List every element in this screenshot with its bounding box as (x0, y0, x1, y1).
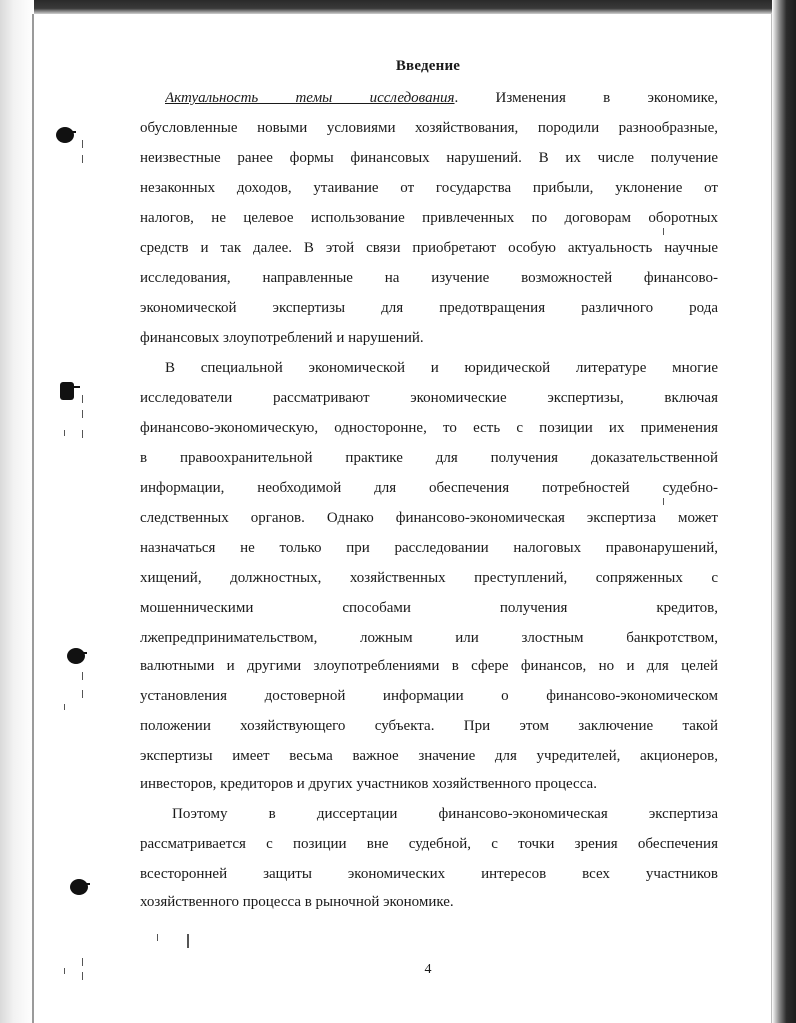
paragraph-line: хозяйственного процесса в рыночной экономике. (140, 894, 454, 910)
margin-mark (82, 430, 83, 438)
paragraph-line: лжепредпринимательством, ложным или злостным банкротством, (140, 630, 718, 646)
punch-hole-icon (56, 127, 74, 143)
page-number: 4 (424, 962, 432, 977)
margin-mark (82, 140, 83, 148)
page-title: Введение (395, 58, 461, 74)
margin-mark (82, 155, 83, 163)
paragraph-line: исследователи рассматривают экономические экспертизы, включая (140, 390, 718, 406)
scan-edge-right-line (771, 14, 772, 1023)
paragraph-line: следственных органов. Однако финансово-экономическая экспертиза может (140, 510, 718, 526)
margin-mark (82, 410, 83, 418)
paragraph-line: мошенническими способами получения кредитов, (140, 600, 718, 616)
paragraph-line: положении хозяйствующего субъекта. При этом заключение такой (140, 718, 718, 734)
paragraph-line: финансово-экономическую, односторонне, то есть с позиции их применения (140, 420, 718, 436)
paragraph-line: средств и так далее. В этой связи приобретают особую актуальность научные (140, 240, 718, 256)
paragraph-line: исследования, направленные на изучение возможностей финансово- (140, 270, 718, 286)
paragraph-line: финансовых злоупотреблений и нарушений. (140, 330, 424, 346)
paragraph-line: установления достоверной информации о финансово-экономическом (140, 688, 718, 704)
paragraph-line: инвесторов, кредиторов и других участников хозяйственного процесса. (140, 776, 597, 792)
paragraph-line: валютными и другими злоупотреблениями в сфере финансов, но и для целей (140, 658, 718, 674)
paragraph-line: неизвестные ранее формы финансовых нарушений. В их числе получение (140, 150, 718, 166)
margin-mark (663, 228, 664, 235)
paragraph-line: информации, необходимой для обеспечения потребностей судебно- (140, 480, 718, 496)
paragraph-text: . Изменения в экономике, (454, 90, 718, 106)
punch-hole-icon (60, 382, 74, 400)
paragraph-line: рассматривается с позиции вне судебной, с точки зрения обеспечения (140, 836, 718, 852)
scan-edge-right (772, 0, 796, 1023)
scan-edge-top (0, 0, 796, 14)
margin-mark (187, 934, 189, 948)
scan-edge-left (0, 0, 34, 1023)
paragraph-line (165, 88, 718, 108)
margin-mark (82, 690, 83, 698)
paragraph-line: всесторонней защиты экономических интересов всех участников (140, 866, 718, 882)
paragraph-line: хищений, должностных, хозяйственных преступлений, сопряженных с (140, 570, 718, 586)
scan-edge-left-line (32, 14, 34, 1023)
margin-mark (64, 704, 65, 710)
paragraph-line: В специальной экономической и юридической литературе многие (165, 360, 718, 376)
margin-mark (64, 968, 65, 974)
paragraph-line: незаконных доходов, утаивание от государства прибыли, уклонение от (140, 180, 718, 196)
margin-mark (82, 395, 83, 403)
paragraph-line: экспертизы имеет весьма важное значение для учредителей, акционеров, (140, 748, 718, 764)
margin-mark (82, 958, 83, 966)
paragraph-line: экономической экспертизы для предотвращения различного рода (140, 300, 718, 316)
paragraph-line: в правоохранительной практике для получения доказательственной (140, 450, 718, 466)
paragraph-line: Поэтому в диссертации финансово-экономическая экспертиза (172, 806, 718, 822)
paragraph-line: обусловленные новыми условиями хозяйствования, породили разнообразные, (140, 120, 718, 136)
paragraph-line: назначаться не только при расследовании налоговых правонарушений, (140, 540, 718, 556)
margin-mark (82, 972, 83, 980)
margin-mark (663, 498, 664, 505)
margin-mark (157, 934, 158, 941)
margin-mark (64, 430, 65, 436)
punch-hole-icon (70, 879, 88, 895)
punch-hole-icon (67, 648, 85, 664)
margin-mark (82, 672, 83, 680)
paragraph-line: налогов, не целевое использование привлеченных по договорам оборотных (140, 210, 718, 226)
topic-heading: Актуальность темы исследования (165, 90, 455, 106)
